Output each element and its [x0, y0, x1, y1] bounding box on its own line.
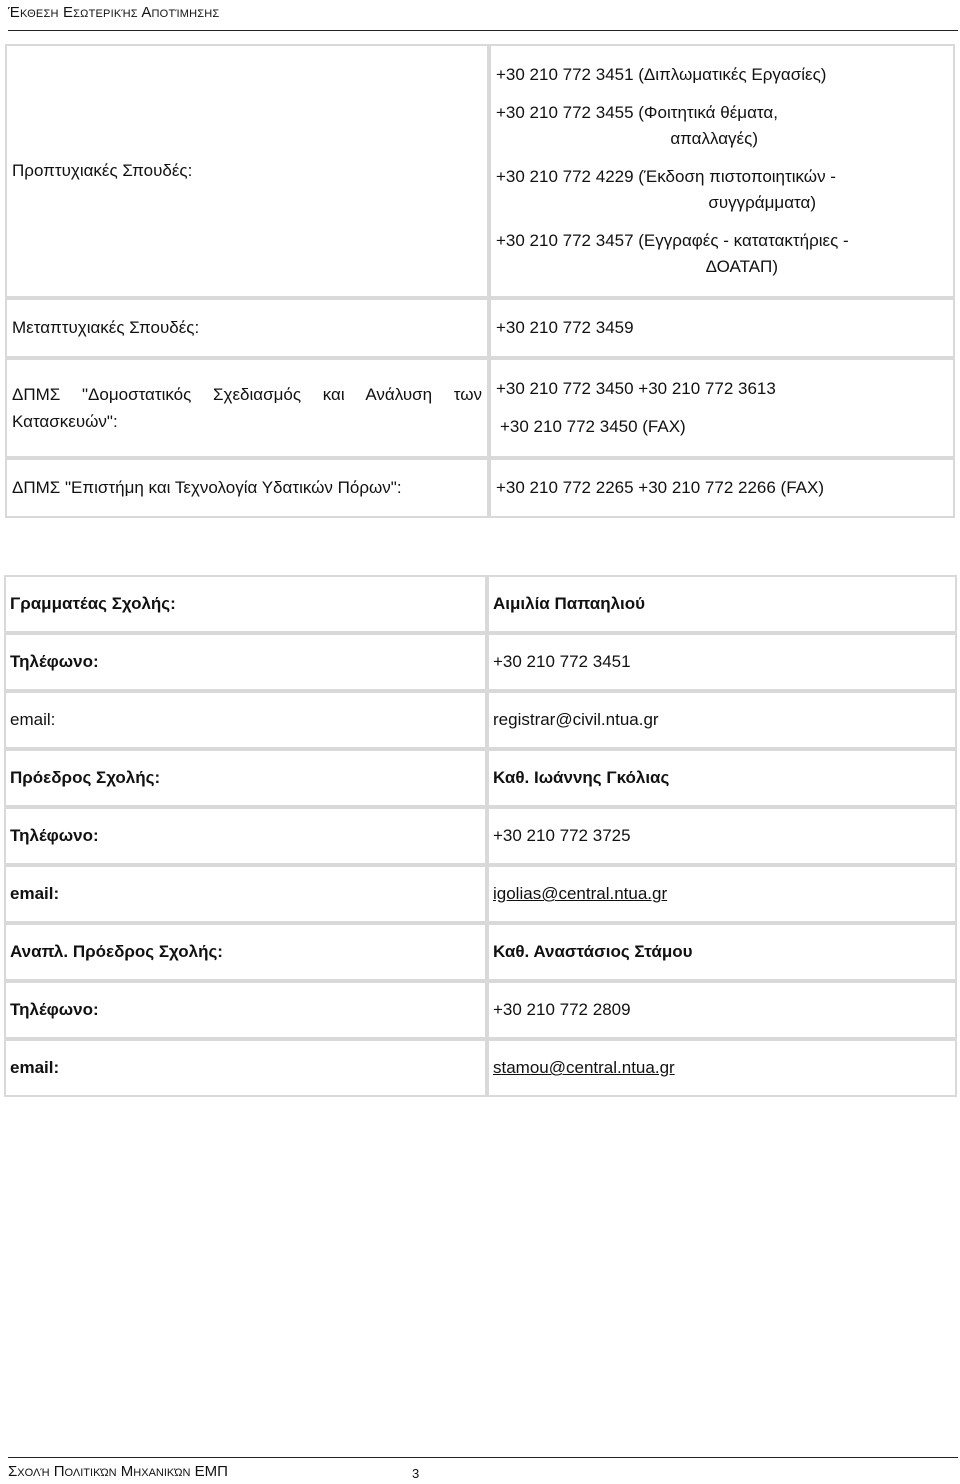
table-row: [5, 458, 955, 518]
water-label: ΔΠΜΣ "Επιστήμη και Τεχνολογία Υδατικών Πόρων":: [5, 458, 489, 518]
secretary-phone: +30 210 772 3451: [487, 633, 957, 691]
table-row: [4, 633, 957, 691]
deputy-dean-name: Καθ. Αναστάσιος Στάμου: [487, 923, 957, 981]
phone-line: +30 210 772 3450 (FAX): [500, 417, 686, 436]
table-row: [4, 575, 957, 633]
phone-line: +30 210 772 3455 (Φοιτητικά θέματα,: [496, 103, 778, 122]
phone-line: +30 210 772 3450 +30 210 772 3613: [496, 379, 776, 398]
structural-phones: [489, 358, 955, 458]
undergrad-phones: [489, 44, 955, 298]
page-number: 3: [412, 1466, 420, 1481]
page-header: Έκθεση Εσωτερικής Αποτίμησης: [8, 4, 220, 21]
table-row: [5, 358, 955, 458]
phone-line: απαλλαγές): [670, 129, 758, 148]
header-divider: [8, 30, 958, 31]
phone-label: Τηλέφωνο:: [4, 633, 487, 691]
footer-divider: [8, 1457, 958, 1458]
table-row: [4, 865, 957, 923]
phone-line: συγγράμματα): [708, 193, 816, 212]
dean-name: Καθ. Ιωάννης Γκόλιας: [487, 749, 957, 807]
officers-table: [4, 575, 957, 1097]
dean-phone: +30 210 772 3725: [487, 807, 957, 865]
water-phones: +30 210 772 2265 +30 210 772 2266 (FAX): [489, 458, 955, 518]
phone-label: Τηλέφωνο:: [4, 807, 487, 865]
table-row: [5, 298, 955, 358]
deputy-dean-email-link[interactable]: stamou@central.ntua.gr: [487, 1039, 957, 1097]
table-row: [4, 807, 957, 865]
secretary-name: Αιμιλία Παπαηλιού: [487, 575, 957, 633]
deputy-dean-label: Αναπλ. Πρόεδρος Σχολής:: [4, 923, 487, 981]
postgrad-phone: +30 210 772 3459: [489, 298, 955, 358]
email-label: email:: [4, 865, 487, 923]
contacts-table: [5, 44, 955, 518]
undergrad-label: Προπτυχιακές Σπουδές:: [5, 44, 489, 298]
table-row: [4, 691, 957, 749]
dean-label: Πρόεδρος Σχολής:: [4, 749, 487, 807]
footer-school: Σχολή Πολιτικών Μηχανικών ΕΜΠ: [8, 1463, 228, 1480]
deputy-dean-phone: +30 210 772 2809: [487, 981, 957, 1039]
phone-line: +30 210 772 3451 (Διπλωματικές Εργασίες): [496, 65, 827, 84]
table-row: [4, 749, 957, 807]
phone-line: ΔΟΑΤΑΠ): [705, 257, 778, 276]
phone-label: Τηλέφωνο:: [4, 981, 487, 1039]
dean-email-link[interactable]: igolias@central.ntua.gr: [487, 865, 957, 923]
phone-line: +30 210 772 3457 (Εγγραφές - κατατακτήριες -: [496, 231, 849, 250]
table-row: [4, 923, 957, 981]
phone-line: +30 210 772 4229 (Έκδοση πιστοποιητικών -: [496, 167, 836, 186]
structural-label: ΔΠΜΣ "Δομοστατικός Σχεδιασμός και Ανάλυση των Κατασκευών":: [5, 358, 489, 458]
secretary-email[interactable]: registrar@civil.ntua.gr: [487, 691, 957, 749]
table-row: [4, 981, 957, 1039]
email-label: email:: [4, 691, 487, 749]
email-label: email:: [4, 1039, 487, 1097]
table-row: [4, 1039, 957, 1097]
postgrad-label: Μεταπτυχιακές Σπουδές:: [5, 298, 489, 358]
table-row: [5, 44, 955, 298]
secretary-label: Γραμματέας Σχολής:: [4, 575, 487, 633]
